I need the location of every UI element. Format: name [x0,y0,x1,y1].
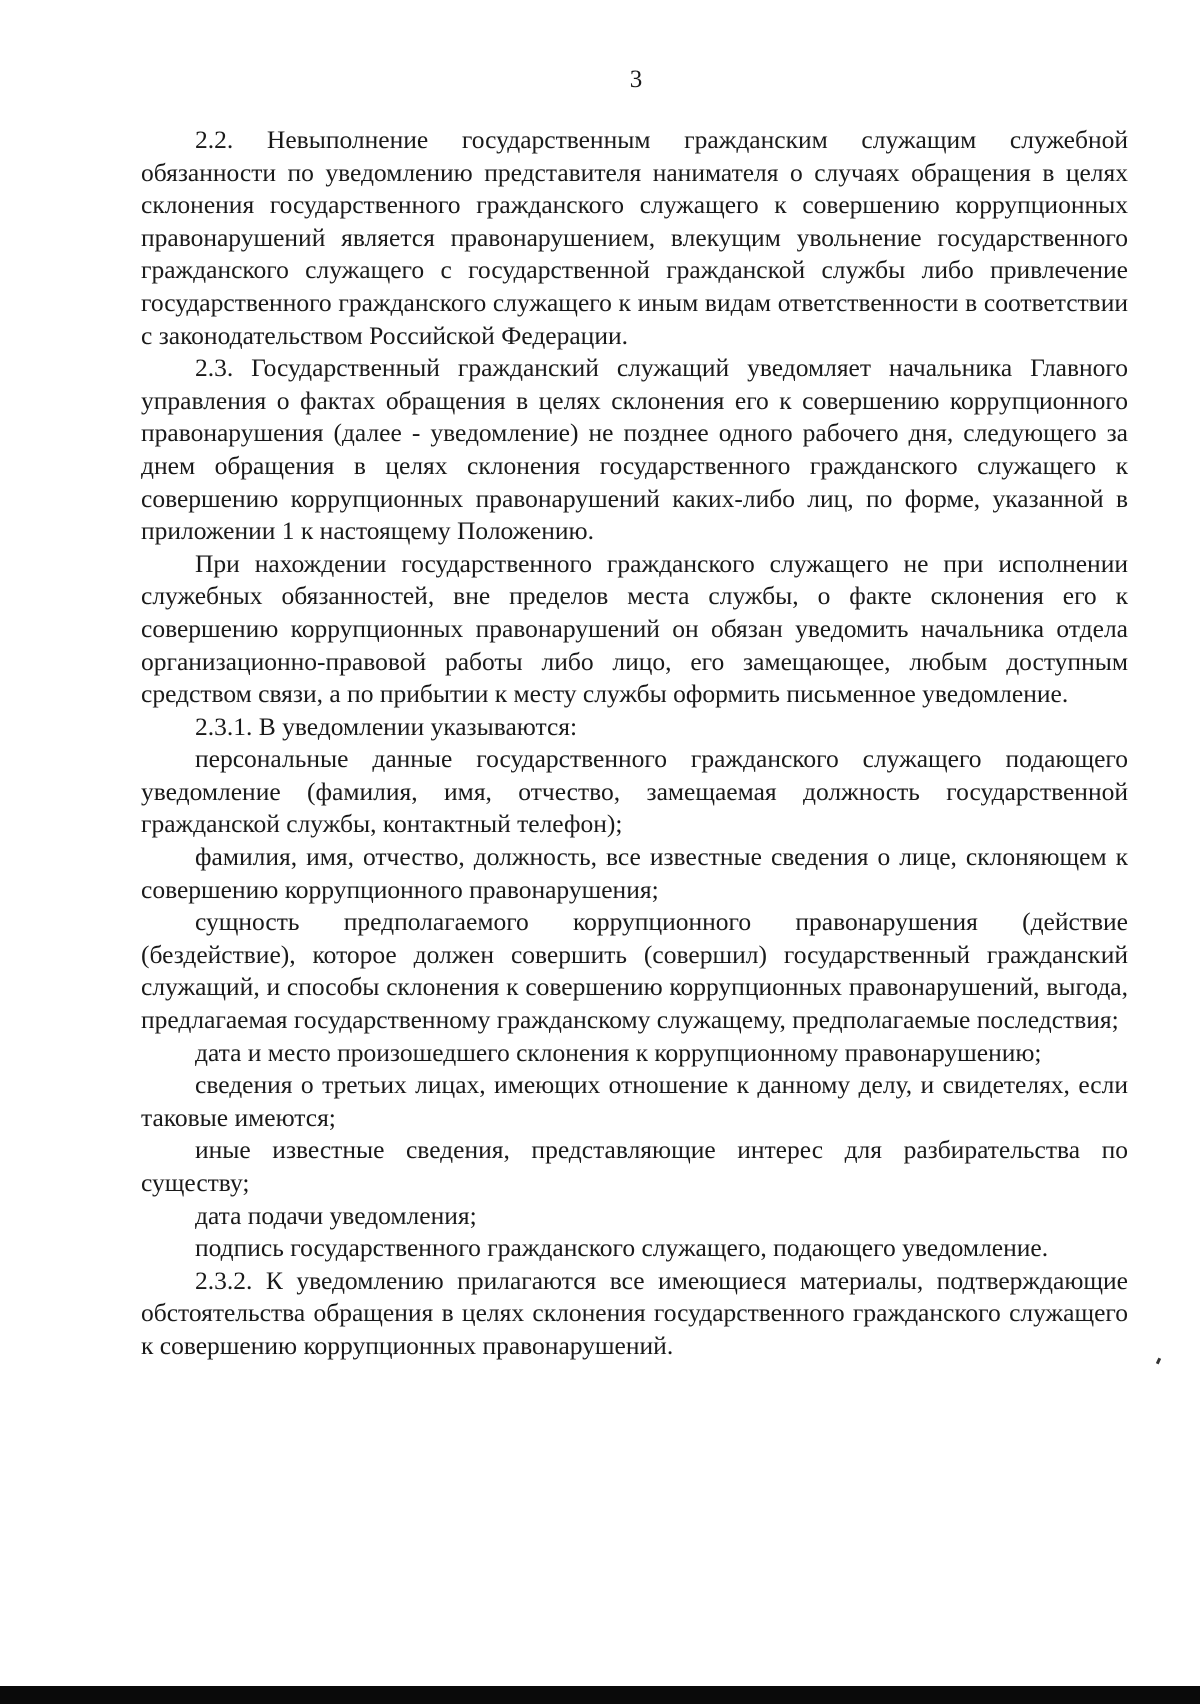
list-item-personal-data: персональные данные государственного гражданского служащего подающего уведомление (фамилия, имя, отчество, замещаемая должность государственной гражданской службы, контактный телефон); [141,744,1128,839]
paragraph-2-3-1: 2.3.1. В уведомлении указываются: [195,711,578,741]
paragraph-outside-duty: При нахождении государственного гражданского служащего не при исполнении служебных обязанностей, вне пределов места службы, о факте склонения его к совершению коррупционных правонарушений он обязан уведомить начальника отдела организационно-правовой работы либо лицо, его замещающее, любым доступным средством связи, а по прибытии к месту службы оформить письменное уведомление. [141,548,1128,709]
paragraph-2-3: 2.3. Государственный гражданский служащий уведомляет начальника Главного управления о фактах обращения в целях склонения его к совершению коррупционного правонарушения (далее - уведомление) не позднее одного рабочего дня, следующего за днем обращения в целях склонения государственного гражданского служащего к совершению коррупционных правонарушений каких-либо лиц, по форме, указанной в приложении 1 к настоящему Положению. [141,353,1128,546]
list-item-signature: подпись государственного гражданского служащего, подающего уведомление. [195,1233,1049,1263]
list-item-third-parties: сведения о третьих лицах, имеющих отношение к данному делу, и свидетелях, если таковые имеются; [141,1070,1128,1132]
document-body [141,124,1128,1363]
page-number: 3 [629,66,643,93]
list-item-date-place: дата и место произошедшего склонения к коррупционному правонарушению; [195,1037,1042,1067]
scan-edge-bar [0,1686,1200,1704]
list-item-submission-date: дата подачи уведомления; [195,1200,477,1230]
list-item-inducer-info: фамилия, имя, отчество, должность, все известные сведения о лице, склоняющем к совершению коррупционного правонарушения; [141,842,1128,904]
scan-speck [1156,1358,1161,1365]
list-item-other-info: иные известные сведения, представляющие интерес для разбирательства по существу; [141,1135,1128,1197]
paragraph-2-3-2: 2.3.2. К уведомлению прилагаются все имеющиеся материалы, подтверждающие обстоятельства обращения в целях склонения государственного гражданского служащего к совершению коррупционных правонарушений. [141,1265,1128,1360]
list-item-essence: сущность предполагаемого коррупционного правонарушения (действие (бездействие), которое должен совершить (совершил) государственный гражданский служащий, и способы склонения к совершению коррупционных правонарушений, выгода, предлагаемая государственному гражданскому служащему, предполагаемые последствия; [141,907,1128,1035]
paragraph-2-2: 2.2. Невыполнение государственным гражданским служащим служебной обязанности по уведомлению представителя нанимателя о случаях обращения в целях склонения государственного гражданского служащего к совершению коррупционных правонарушений является правонарушением, влекущим увольнение государственного гражданского служащего с государственной гражданской службы либо привлечение государственного гражданского служащего к иным видам ответственности в соответствии с законодательством Российской Федерации. [141,125,1128,350]
